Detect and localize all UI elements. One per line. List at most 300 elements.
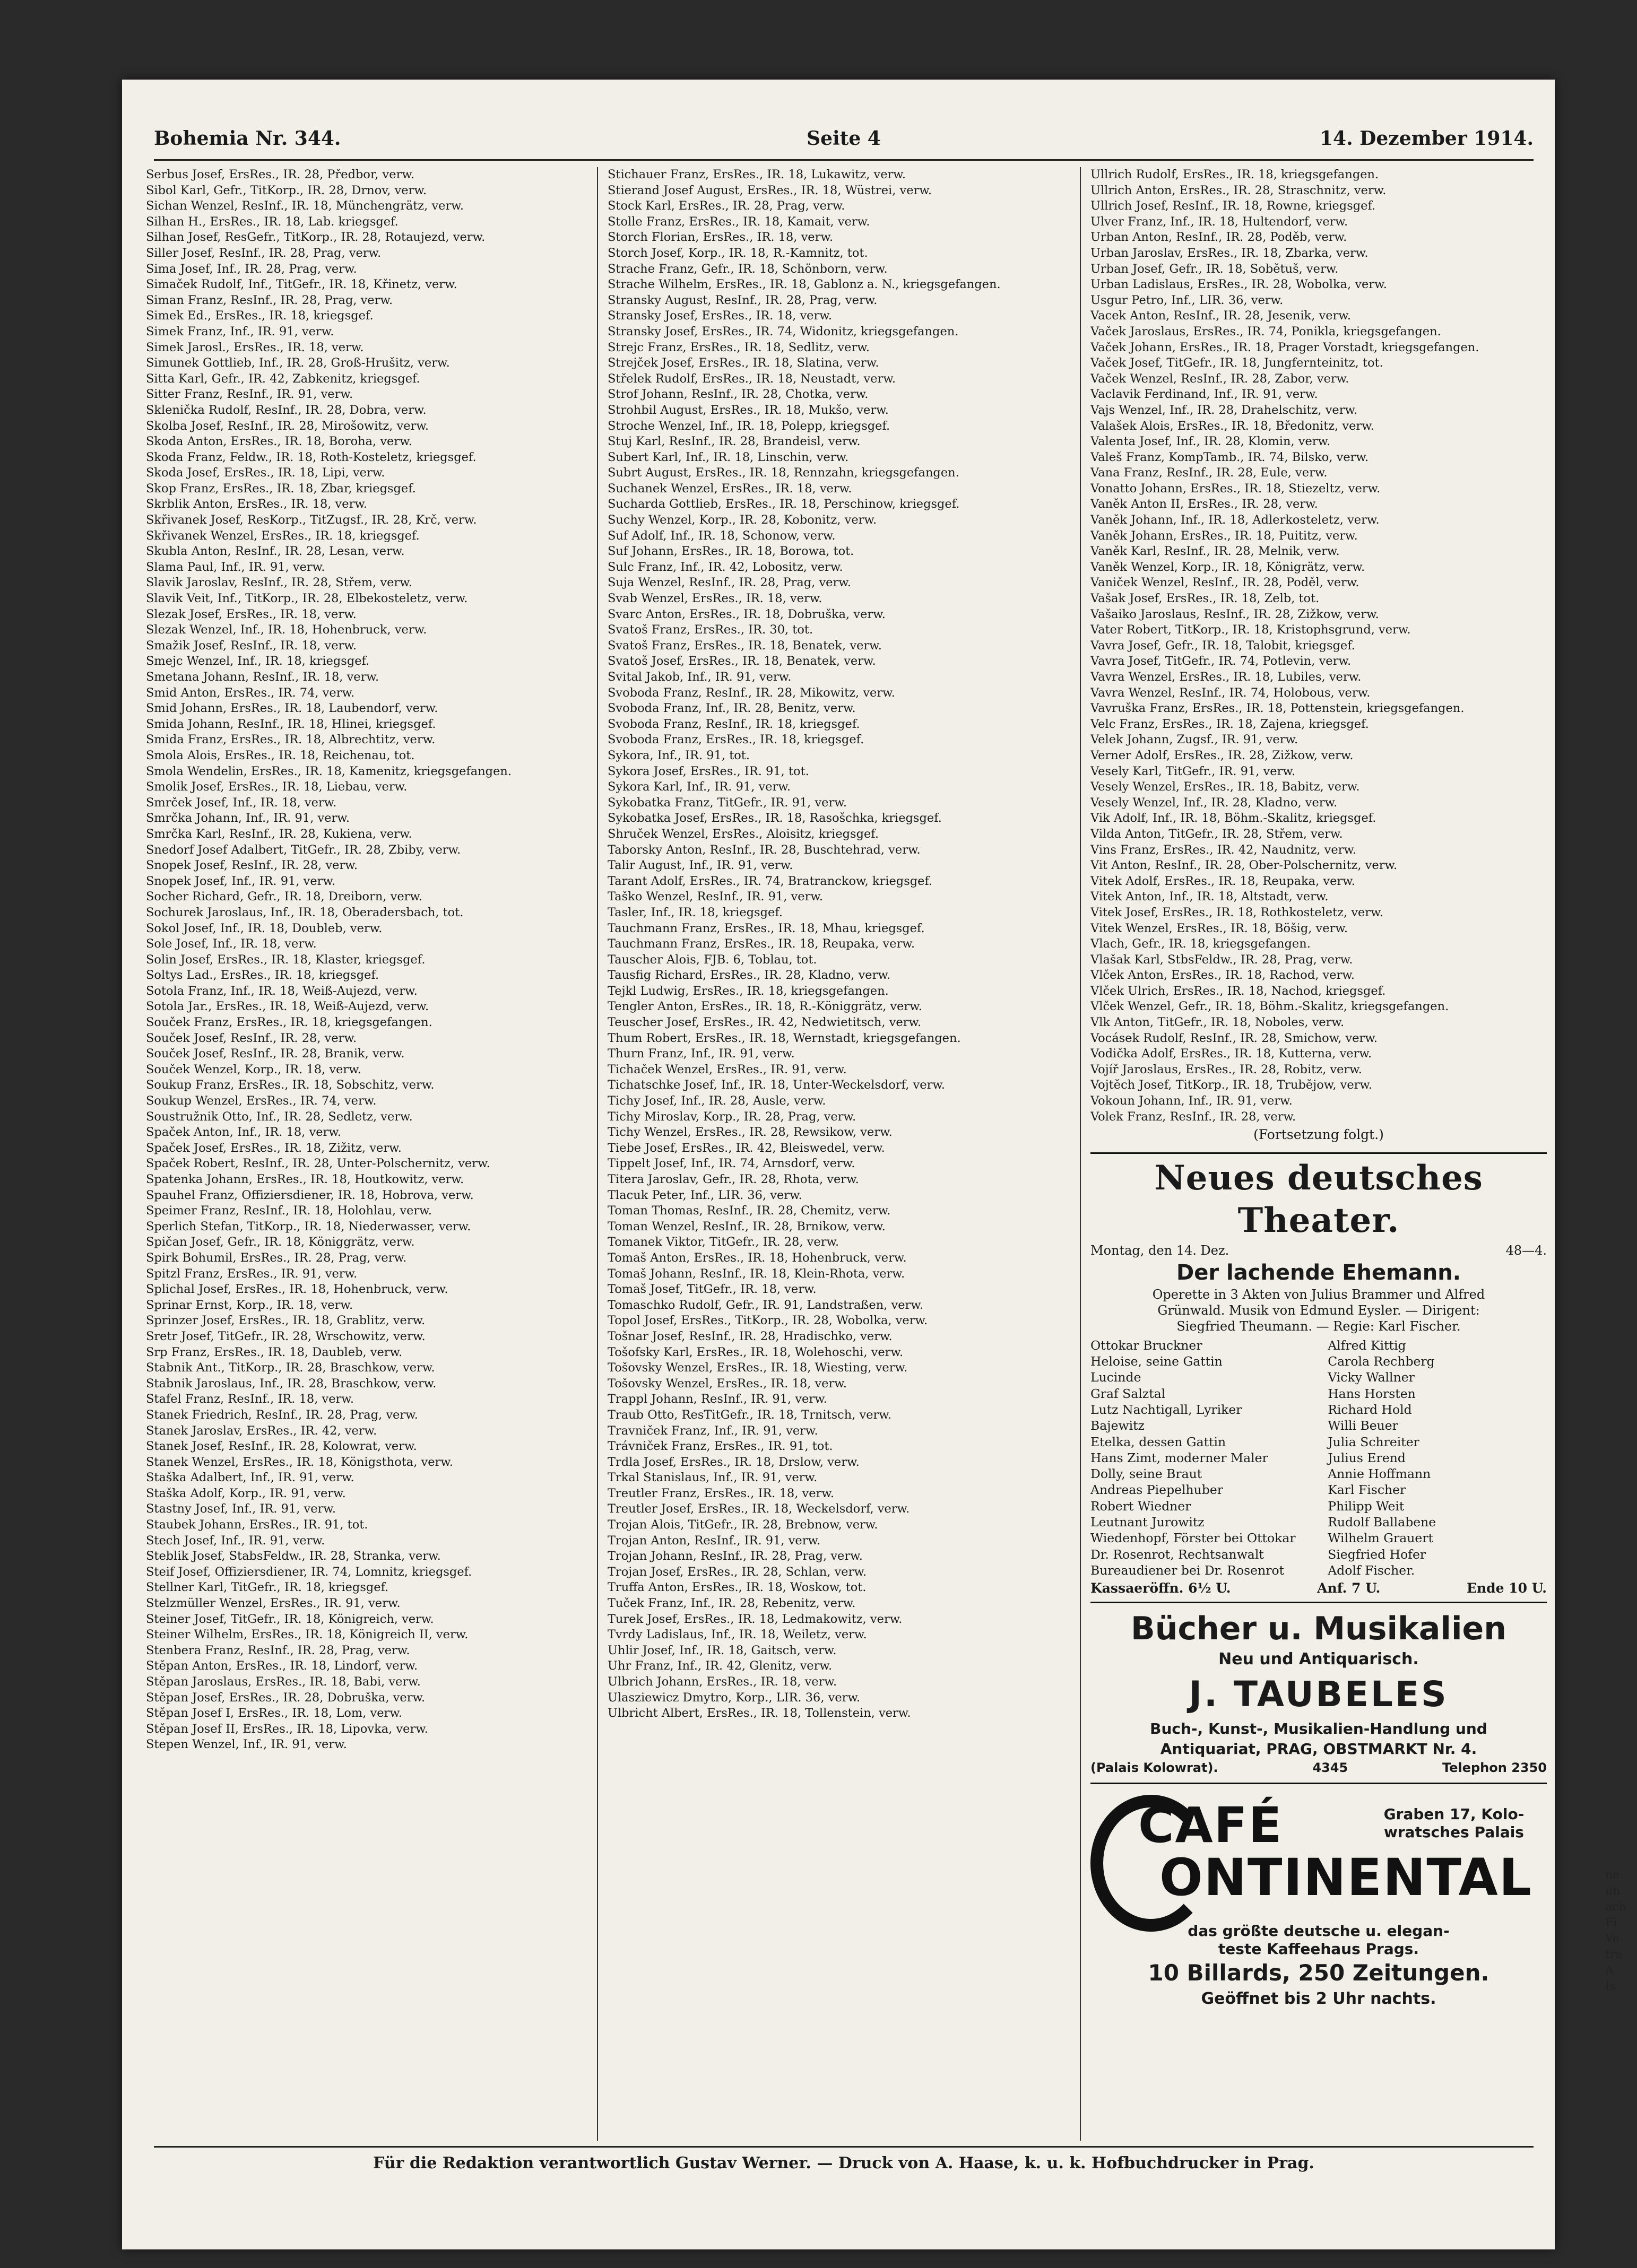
play-description-2: Grünwald. Musik von Edmund Eysler. — Dirigent: [1157, 1302, 1480, 1318]
list-entry: Svab Wenzel, ErsRes., IR. 18, verw. [608, 592, 822, 606]
list-entry: Suchy Wenzel, Korp., IR. 28, Kobonitz, verw. [608, 513, 877, 527]
list-entry: Tošovsky Wenzel, ErsRes., IR. 18, Wiesting, verw. [608, 1361, 908, 1375]
list-entry: Vlk Anton, TitGefr., IR. 18, Noboles, verw. [1090, 1015, 1345, 1030]
list-entry: Smejc Wenzel, Inf., IR. 18, kriegsgef. [146, 654, 370, 668]
cast-role: Dr. Rosenrot, Rechtsanwalt [1090, 1546, 1264, 1562]
cast-role: Graf Salztal [1090, 1386, 1166, 1401]
cafe-address-2: wratsches Palais [1384, 1823, 1524, 1841]
theater-times [1090, 1578, 1547, 1603]
list-entry: Svoboda Franz, ResInf., IR. 28, Mikowitz, verw. [608, 685, 895, 700]
list-entry: Sprinzer Josef, ErsRes., IR. 18, Grablitz, verw. [146, 1314, 426, 1328]
cast-role: Dolly, seine Braut [1090, 1466, 1202, 1482]
list-entry: Valeš Franz, KompTamb., IR. 74, Bilsko, verw. [1090, 450, 1369, 464]
edge-fragment: un [1605, 1884, 1621, 1898]
issue-label: Bohemia Nr. 344. [154, 127, 341, 150]
list-entry: Strejček Josef, ErsRes., IR. 18, Slatina, verw. [608, 356, 879, 370]
list-entry: Staška Adolf, Korp., IR. 91, verw. [146, 1486, 346, 1500]
list-entry: Tomaš Johann, ResInf., IR. 18, Klein-Rhota, verw. [608, 1266, 905, 1281]
list-entry: Trkal Stanislaus, Inf., IR. 91, verw. [608, 1471, 818, 1485]
list-entry: Sretr Josef, TitGefr., IR. 28, Wrschowitz, verw. [146, 1329, 426, 1343]
list-entry: Solin Josef, ErsRes., IR. 18, Klaster, kriegsgef. [146, 952, 426, 967]
cafe-billiards: 10 Billards, 250 Zeitungen. [1148, 1959, 1489, 1986]
list-entry: Tošofsky Karl, ErsRes., IR. 18, Wolehoschi, verw. [608, 1345, 904, 1359]
newspaper-page [122, 80, 1555, 2249]
list-entry: Smid Anton, ErsRes., IR. 74, verw. [146, 685, 355, 700]
list-entry: Sprinar Ernst, Korp., IR. 18, verw. [146, 1298, 353, 1312]
list-entry: Vaclavik Ferdinand, Inf., IR. 91, verw. [1090, 387, 1318, 402]
list-entry: Skoda Franz, Feldw., IR. 18, Roth-Kosteletz, kriegsgef. [146, 450, 477, 464]
list-entry: Volek Franz, ResInf., IR. 28, verw. [1090, 1109, 1296, 1124]
list-entry: Trojan Anton, ResInf., IR. 91, verw. [608, 1533, 821, 1548]
list-entry: Strache Wilhelm, ErsRes., IR. 18, Gablonz a. N., kriegsgefangen. [608, 277, 1001, 292]
list-entry: Stech Josef, Inf., IR. 91, verw. [146, 1533, 325, 1548]
list-entry: Travniček Franz, Inf., IR. 91, verw. [608, 1423, 818, 1438]
list-entry: Stuj Karl, ResInf., IR. 28, Brandeisl, verw. [608, 435, 861, 449]
list-entry: Vaněk Johann, Inf., IR. 18, Adlerkosteletz, verw. [1090, 513, 1380, 527]
cafe-word: CAFÉ [1138, 1796, 1283, 1854]
list-entry: Turek Josef, ErsRes., IR. 18, Ledmakowitz, verw. [608, 1612, 903, 1626]
list-entry: Tasler, Inf., IR. 18, kriegsgef. [608, 905, 783, 919]
list-entry: Sperlich Stefan, TitKorp., IR. 18, Niederwasser, verw. [146, 1219, 471, 1233]
cast-row [1090, 1337, 1547, 1353]
list-entry: Truffa Anton, ErsRes., IR. 18, Woskow, tot. [608, 1580, 867, 1595]
cast-role: Etelka, dessen Gattin [1090, 1434, 1226, 1449]
box-office-time: Kassaeröffn. 6½ U. [1090, 1580, 1231, 1596]
cafe-address [1366, 1805, 1541, 1841]
bookshop-name: J. TAUBELES [1189, 1673, 1449, 1715]
cast-role: Hans Zimt, moderner Maler [1090, 1450, 1268, 1465]
cast-actor: Alfred Kittig [1328, 1337, 1406, 1353]
list-entry: Vitek Anton, Inf., IR. 18, Altstadt, verw. [1090, 890, 1329, 904]
cast-actor: Karl Fischer [1328, 1482, 1406, 1498]
list-entry: Vašak Josef, ErsRes., IR. 18, Zelb, tot. [1090, 592, 1320, 606]
list-entry: Traub Otto, ResTitGefr., IR. 18, Trnitsch, verw. [608, 1407, 892, 1422]
list-entry: Smrček Josef, Inf., IR. 18, verw. [146, 795, 337, 810]
list-entry: Talir August, Inf., IR. 91, verw. [608, 858, 793, 873]
list-entry: Smida Franz, ErsRes., IR. 18, Albrechtitz, verw. [146, 733, 436, 747]
cafe-details [1090, 1922, 1547, 2010]
list-entry: Silhan Josef, ResGefr., TitKorp., IR. 28, Rotaujezd, verw. [146, 230, 486, 245]
cast-actor: Siegfried Hofer [1328, 1546, 1426, 1562]
list-entry: Vaniček Wenzel, ResInf., IR. 28, Poděl, verw. [1090, 576, 1359, 590]
list-entry: Subrt August, ErsRes., IR. 18, Rennzahn, kriegsgefangen. [608, 466, 959, 480]
list-entry: Střelek Rudolf, ErsRes., IR. 18, Neustadt, verw. [608, 371, 896, 386]
list-entry: Vavruška Franz, ErsRes., IR. 18, Pottenstein, kriegsgefangen. [1090, 701, 1465, 716]
cast-list [1090, 1337, 1547, 1578]
list-entry: Souček Josef, ResInf., IR. 28, Branik, verw. [146, 1047, 405, 1061]
list-entry: Vacek Anton, ResInf., IR. 28, Jesenik, verw. [1090, 309, 1352, 323]
cast-actor: Philipp Weit [1328, 1498, 1405, 1514]
list-entry: Snopek Josef, Inf., IR. 91, verw. [146, 874, 336, 888]
list-entry: Snedorf Josef Adalbert, TitGefr., IR. 28, Zbiby, verw. [146, 842, 461, 857]
list-entry: Smola Alois, ErsRes., IR. 18, Reichenau, tot. [146, 748, 415, 762]
list-entry: Steif Josef, Offiziersdiener, IR. 74, Lomnitz, kriegsgef. [146, 1565, 472, 1579]
cast-actor: Julia Schreiter [1328, 1434, 1419, 1449]
list-entry: Trdla Josef, ErsRes., IR. 18, Drslow, verw. [608, 1455, 860, 1469]
play-description-1: Operette in 3 Akten von Julius Brammer und Alfred [1152, 1287, 1485, 1302]
list-entry: Trojan Alois, TitGefr., IR. 28, Brebnow, verw. [608, 1518, 878, 1532]
list-entry: Smid Johann, ErsRes., IR. 18, Laubendorf, verw. [146, 701, 438, 716]
list-entry: Vavra Josef, TitGefr., IR. 74, Potlevin, verw. [1090, 654, 1352, 668]
cast-role: Ottokar Bruckner [1090, 1337, 1202, 1353]
list-entry: Stěpan Josef II, ErsRes., IR. 18, Lipovka, verw. [146, 1722, 428, 1736]
list-entry: Siman Franz, ResInf., IR. 28, Prag, verw. [146, 293, 393, 307]
list-entry: Vaněk Wenzel, Korp., IR. 18, Königrätz, verw. [1090, 560, 1365, 574]
list-entry: Smrčka Karl, ResInf., IR. 28, Kukiena, verw. [146, 827, 412, 841]
cast-row [1090, 1418, 1547, 1433]
cast-row [1090, 1466, 1547, 1482]
list-entry: Soltys Lad., ErsRes., IR. 18, kriegsgef. [146, 968, 379, 983]
list-entry: Tippelt Josef, Inf., IR. 74, Arnsdorf, verw. [608, 1157, 855, 1171]
list-entry: Tomanek Viktor, TitGefr., IR. 28, verw. [608, 1235, 839, 1249]
list-entry: Vik Adolf, Inf., IR. 18, Böhm.-Skalitz, kriegsgef. [1090, 811, 1376, 825]
list-entry: Tomaš Anton, ErsRes., IR. 18, Hohenbruck, verw. [608, 1250, 907, 1265]
list-entry: Tošovsky Wenzel, ErsRes., IR. 18, verw. [608, 1376, 847, 1391]
list-entry: Svatoš Josef, ErsRes., IR. 18, Benatek, verw. [608, 654, 876, 668]
list-entry: Stelzmüller Wenzel, ErsRes., IR. 91, verw. [146, 1596, 401, 1611]
list-entry: Socher Richard, Gefr., IR. 18, Dreiborn, verw. [146, 890, 423, 904]
list-entry: Slezak Wenzel, Inf., IR. 18, Hohenbruck, verw. [146, 623, 427, 637]
list-entry: Snopek Josef, ResInf., IR. 28, verw. [146, 858, 358, 873]
list-entry: Ulbricht Albert, ErsRes., IR. 18, Tollenstein, verw. [608, 1706, 911, 1720]
list-entry: Vodička Adolf, ErsRes., IR. 18, Kutterna, verw. [1090, 1047, 1372, 1061]
list-entry: Vaček Johann, ErsRes., IR. 18, Prager Vorstadt, kriegsgefangen. [1090, 340, 1479, 354]
list-entry: Tiebe Josef, ErsRes., IR. 42, Bleiswedel, verw. [608, 1141, 885, 1155]
list-entry: Vesely Karl, TitGefr., IR. 91, verw. [1090, 764, 1296, 778]
list-entry: Spatenka Johann, ErsRes., IR. 18, Houtkowitz, verw. [146, 1172, 464, 1186]
theater-date: Montag, den 14. Dez. [1090, 1242, 1229, 1258]
list-entry: Vitek Adolf, ErsRes., IR. 18, Reupaka, verw. [1090, 874, 1355, 888]
list-entry: Tuček Franz, Inf., IR. 28, Rebenitz, verw. [608, 1596, 856, 1611]
list-entry: Spičan Josef, Gefr., IR. 18, Königgrätz, verw. [146, 1235, 415, 1249]
list-entry: Storch Josef, Korp., IR. 18, R.-Kamnitz, tot. [608, 246, 868, 260]
list-entry: Vana Franz, ResInf., IR. 28, Eule, verw. [1090, 466, 1328, 480]
theater-title: Neues deutsches Theater. [1154, 1158, 1483, 1240]
cast-role: Wiedenhopf, Förster bei Ottokar [1090, 1531, 1296, 1546]
list-entry: Stichauer Franz, ErsRes., IR. 18, Lukawitz, verw. [608, 168, 906, 181]
list-entry: Skrblik Anton, ErsRes., IR. 18, verw. [146, 497, 368, 511]
list-entry: Suf Adolf, Inf., IR. 18, Schonow, verw. [608, 528, 836, 543]
edge-fragment: Fi [1605, 1916, 1617, 1930]
list-entry: Urban Josef, Gefr., IR. 18, Sobětuš, verw. [1090, 262, 1339, 276]
casualty-list-column-3 [1090, 167, 1547, 1125]
cafe-tagline-1: das größte deutsche u. elegan- [1188, 1922, 1450, 1940]
list-entry: Skubla Anton, ResInf., IR. 28, Lesan, verw. [146, 544, 405, 559]
cast-actor: Richard Hold [1328, 1402, 1412, 1417]
list-entry: Slezak Josef, ErsRes., IR. 18, verw. [146, 607, 357, 621]
list-entry: Suja Wenzel, ResInf., IR. 28, Prag, verw. [608, 576, 851, 590]
list-entry: Sima Josef, Inf., IR. 28, Prag, verw. [146, 262, 357, 276]
list-entry: Stellner Karl, TitGefr., IR. 18, kriegsgef. [146, 1580, 389, 1595]
list-entry: Sulc Franz, Inf., IR. 42, Lobositz, verw. [608, 560, 843, 574]
column-rule-right [1080, 167, 1081, 2141]
right-column [1090, 167, 1547, 2141]
theater-advert [1090, 1152, 1547, 1603]
list-entry: Sitter Franz, ResInf., IR. 91, verw. [146, 387, 353, 402]
continental-word: ONTINENTAL [1159, 1847, 1532, 1907]
bookshop-advert [1090, 1603, 1547, 1784]
cast-role: Heloise, seine Gattin [1090, 1354, 1223, 1369]
list-entry: Verner Adolf, ErsRes., IR. 28, Zižkow, verw. [1090, 748, 1354, 762]
cast-row [1090, 1434, 1547, 1450]
list-entry: Smolik Josef, ErsRes., IR. 18, Liebau, verw. [146, 780, 408, 794]
list-entry: Stanek Josef, ResInf., IR. 28, Kolowrat, verw. [146, 1439, 417, 1454]
list-entry: Soukup Franz, ErsRes., IR. 18, Sobschitz, verw. [146, 1078, 435, 1092]
list-entry: Stransky Josef, ErsRes., IR. 18, verw. [608, 309, 832, 323]
cast-actor: Adolf Fischer. [1328, 1562, 1415, 1578]
list-entry: Tichy Wenzel, ErsRes., IR. 28, Rewsikow, verw. [608, 1125, 893, 1140]
list-entry: Souček Wenzel, Korp., IR. 18, verw. [146, 1062, 361, 1076]
list-entry: Sklenička Rudolf, ResInf., IR. 28, Dobra, verw. [146, 403, 427, 417]
bookshop-palace: (Palais Kolowrat). [1090, 1760, 1218, 1775]
list-entry: Tichaček Wenzel, ErsRes., IR. 91, verw. [608, 1062, 847, 1076]
list-entry: Tejkl Ludwig, ErsRes., IR. 18, kriegsgefangen. [608, 984, 889, 998]
list-entry: Stafel Franz, ResInf., IR. 18, verw. [146, 1392, 354, 1406]
list-entry: Sucharda Gottlieb, ErsRes., IR. 18, Perschinow, kriegsgef. [608, 497, 960, 511]
start-time: Anf. 7 U. [1317, 1580, 1381, 1596]
list-entry: Vitek Wenzel, ErsRes., IR. 18, Böšig, verw. [1090, 921, 1348, 935]
adjacent-page-edge [1605, 1867, 1637, 1995]
edge-fragment: tre [1605, 1948, 1623, 1961]
list-entry: Svatoš Franz, ErsRes., IR. 30, tot. [608, 623, 813, 637]
end-time: Ende 10 U. [1466, 1580, 1547, 1596]
cast-actor: Rudolf Ballabene [1328, 1515, 1436, 1530]
list-entry: Vlček Ulrich, ErsRes., IR. 18, Nachod, kriegsgef. [1090, 984, 1386, 998]
cast-actor: Annie Hoffmann [1328, 1466, 1431, 1482]
list-entry: Svarc Anton, ErsRes., IR. 18, Dobruška, verw. [608, 607, 886, 621]
list-entry: Vaček Wenzel, ResInf., IR. 28, Zabor, verw. [1090, 371, 1349, 386]
list-entry: Ullrich Anton, ErsRes., IR. 28, Straschnitz, verw. [1090, 183, 1387, 197]
list-entry: Sykora Josef, ErsRes., IR. 91, tot. [608, 764, 809, 778]
list-entry: Tauscher Alois, FJB. 6, Toblau, tot. [608, 952, 817, 967]
list-entry: Staubek Johann, ErsRes., IR. 91, tot. [146, 1518, 368, 1532]
list-entry: Slavik Veit, Inf., TitKorp., IR. 28, Elbekosteletz, verw. [146, 592, 468, 606]
list-entry: Urban Jaroslav, ErsRes., IR. 18, Zbarka, verw. [1090, 246, 1369, 260]
list-entry: Ullrich Rudolf, ErsRes., IR. 18, kriegsgefangen. [1090, 168, 1379, 181]
list-entry: Suf Johann, ErsRes., IR. 18, Borowa, tot. [608, 544, 854, 559]
list-entry: Skop Franz, ErsRes., IR. 18, Zbar, kriegsgef. [146, 481, 416, 496]
list-entry: Stepen Wenzel, Inf., IR. 91, verw. [146, 1737, 347, 1752]
list-entry: Svoboda Franz, ResInf., IR. 18, kriegsgef. [608, 717, 860, 731]
list-entry: Vlašak Karl, StbsFeldw., IR. 28, Prag, verw. [1090, 952, 1353, 967]
list-entry: Vaček Jaroslaus, ErsRes., IR. 74, Ponikla, kriegsgefangen. [1090, 324, 1441, 338]
list-entry: Spaček Anton, Inf., IR. 18, verw. [146, 1125, 342, 1140]
list-entry: Skolba Josef, ResInf., IR. 28, Mirošowitz, verw. [146, 419, 429, 433]
list-entry: Titera Jaroslav, Gefr., IR. 28, Rhota, verw. [608, 1172, 859, 1186]
list-entry: Staška Adalbert, Inf., IR. 91, verw. [146, 1471, 354, 1485]
play-description-3: Siegfried Theumann. — Regie: Karl Fischer. [1176, 1318, 1461, 1334]
list-entry: Shruček Wenzel, ErsRes., Aloisitz, kriegsgef. [608, 827, 879, 841]
cast-role: Bureaudiener bei Dr. Rosenrot [1090, 1562, 1285, 1578]
list-entry: Tomaschko Rudolf, Gefr., IR. 91, Landstraßen, verw. [608, 1298, 924, 1312]
list-entry: Stěpan Jaroslaus, ErsRes., IR. 18, Babi, verw. [146, 1675, 421, 1689]
cast-role: Leutnant Jurowitz [1090, 1515, 1205, 1530]
list-entry: Velek Johann, Zugsf., IR. 91, verw. [1090, 733, 1298, 747]
edge-fragment: ach [1605, 1900, 1626, 1914]
list-entry: Stanek Jaroslav, ErsRes., IR. 42, verw. [146, 1423, 377, 1438]
list-entry: Strof Johann, ResInf., IR. 28, Chotka, verw. [608, 387, 869, 402]
list-entry: Tlacuk Peter, Inf., LIR. 36, verw. [608, 1188, 802, 1202]
casualty-list-column-2 [608, 167, 1069, 2141]
list-entry: Spaček Josef, ErsRes., IR. 18, Zižitz, verw. [146, 1141, 402, 1155]
list-entry: Vaněk Johann, ErsRes., IR. 18, Puititz, verw. [1090, 528, 1358, 543]
cast-row [1090, 1369, 1547, 1385]
bookshop-meta [1090, 1759, 1547, 1776]
list-entry: Vesely Wenzel, Inf., IR. 28, Kladno, verw. [1090, 795, 1338, 810]
list-entry: Velc Franz, ErsRes., IR. 18, Zajena, kriegsgef. [1090, 717, 1369, 731]
list-entry: Tauchmann Franz, ErsRes., IR. 18, Mhau, kriegsgef. [608, 921, 925, 935]
list-entry: Ulbrich Johann, ErsRes., IR. 18, verw. [608, 1675, 837, 1689]
column-rule-left [597, 167, 598, 2141]
list-entry: Smetana Johann, ResInf., IR. 18, verw. [146, 670, 379, 684]
list-entry: Stierand Josef August, ErsRes., IR. 18, Wüstrei, verw. [608, 183, 932, 197]
list-entry: Strejc Franz, ErsRes., IR. 18, Sedlitz, verw. [608, 340, 870, 354]
cast-actor: Wilhelm Grauert [1328, 1531, 1434, 1546]
list-entry: Subert Karl, Inf., IR. 18, Linschin, verw. [608, 450, 849, 464]
list-entry: Vlach, Gefr., IR. 18, kriegsgefangen. [1090, 937, 1311, 951]
list-entry: Spaček Robert, ResInf., IR. 28, Unter-Polschernitz, verw. [146, 1157, 490, 1171]
cast-role: Lucinde [1090, 1370, 1141, 1385]
imprint-footer: Für die Redaktion verantwortlich Gustav Werner. — Druck von A. Haase, k. u. k. Hofbuchdrucker in Prag. [154, 2146, 1534, 2173]
list-entry: Sichan Wenzel, ResInf., IR. 18, Münchengrätz, verw. [146, 199, 464, 213]
list-entry: Sitta Karl, Gefr., IR. 42, Zabkenitz, kriegsgef. [146, 371, 420, 386]
bookshop-phone: Telephon 2350 [1442, 1760, 1547, 1775]
edge-fragment: Is [1605, 1980, 1616, 1993]
bookshop-line-1: Buch-, Kunst-, Musikalien-Handlung und [1150, 1719, 1487, 1737]
list-entry: Sotola Franz, Inf., IR. 18, Weiß-Aujezd, verw. [146, 984, 418, 998]
list-entry: Stock Karl, ErsRes., IR. 28, Prag, verw. [608, 199, 845, 213]
list-entry: Slama Paul, Inf., IR. 91, verw. [146, 560, 325, 574]
list-entry: Urban Anton, ResInf., IR. 28, Poděb, verw. [1090, 230, 1347, 245]
list-entry: Tausfig Richard, ErsRes., IR. 28, Kladno, verw. [608, 968, 891, 983]
bookshop-number: 4345 [1312, 1760, 1348, 1775]
list-entry: Vaček Josef, TitGefr., IR. 18, Jungfernteinitz, tot. [1090, 356, 1383, 370]
list-entry: Splichal Josef, ErsRes., IR. 18, Hohenbruck, verw. [146, 1282, 448, 1297]
cast-actor: Willi Beuer [1328, 1418, 1398, 1433]
cast-actor: Carola Rechberg [1328, 1354, 1435, 1369]
list-entry: Stěpan Anton, ErsRes., IR. 18, Lindorf, verw. [146, 1659, 418, 1673]
list-entry: Siller Josef, ResInf., IR. 28, Prag, verw. [146, 246, 382, 260]
list-entry: Tengler Anton, ErsRes., IR. 18, R.-Königgrätz, verw. [608, 1000, 922, 1014]
list-entry: Vlček Wenzel, Gefr., IR. 18, Böhm.-Skalitz, kriegsgefangen. [1090, 1000, 1449, 1014]
list-entry: Vit Anton, ResInf., IR. 28, Ober-Polschernitz, verw. [1090, 858, 1398, 873]
list-entry: Stanek Friedrich, ResInf., IR. 28, Prag, verw. [146, 1407, 418, 1422]
list-entry: Sokol Josef, Inf., IR. 18, Doubleb, verw. [146, 921, 383, 935]
list-entry: Urban Ladislaus, ErsRes., IR. 28, Wobolka, verw. [1090, 277, 1387, 292]
cast-row [1090, 1546, 1547, 1562]
list-entry: Svoboda Franz, Inf., IR. 28, Benitz, verw. [608, 701, 856, 716]
cafe-address-1: Graben 17, Kolo- [1383, 1805, 1525, 1823]
bookshop-line-2: Antiquariat, PRAG, OBSTMARKT Nr. 4. [1160, 1740, 1477, 1758]
list-entry: Stabnik Ant., TitKorp., IR. 28, Braschkow, verw. [146, 1361, 435, 1375]
cafe-hours: Geöffnet bis 2 Uhr nachts. [1201, 1989, 1436, 2008]
list-entry: Strohbil August, ErsRes., IR. 18, Mukšo, verw. [608, 403, 889, 417]
list-entry: Sykora, Inf., IR. 91, tot. [608, 748, 750, 762]
cafe-tagline-2: teste Kaffeehaus Prags. [1218, 1940, 1419, 1958]
list-entry: Steiner Wilhelm, ErsRes., IR. 18, Königreich II, verw. [146, 1628, 469, 1642]
list-entry: Skřivanek Wenzel, ErsRes., IR. 18, kriegsgef. [146, 528, 420, 543]
list-entry: Trávniček Franz, ErsRes., IR. 91, tot. [608, 1439, 833, 1454]
list-entry: Stabnik Jaroslaus, Inf., IR. 28, Braschkow, verw. [146, 1376, 437, 1391]
list-entry: Serbus Josef, ErsRes., IR. 28, Předbor, verw. [146, 168, 415, 181]
list-entry: Soustružnik Otto, Inf., IR. 28, Sedletz, verw. [146, 1109, 413, 1124]
list-entry: Vater Robert, TitKorp., IR. 18, Kristophsgrund, verw. [1090, 623, 1411, 637]
list-entry: Stanek Wenzel, ErsRes., IR. 18, Königsthota, verw. [146, 1455, 454, 1469]
edge-fragment: A [1605, 1964, 1614, 1977]
list-entry: Toman Wenzel, ResInf., IR. 28, Brnikow, verw. [608, 1219, 886, 1233]
cast-role: Andreas Piepelhuber [1090, 1482, 1223, 1498]
list-entry: Skoda Josef, ErsRes., IR. 18, Lipi, verw. [146, 466, 385, 480]
continuation-note: (Fortsetzung folgt.) [1253, 1127, 1384, 1143]
list-entry: Vojíř Jaroslaus, ErsRes., IR. 28, Robitz, verw. [1090, 1062, 1362, 1076]
list-entry: Vavra Wenzel, ErsRes., IR. 18, Lubiles, verw. [1090, 670, 1362, 684]
list-entry: Tauchmann Franz, ErsRes., IR. 18, Reupaka, verw. [608, 937, 915, 951]
list-entry: Vojtěch Josef, TitKorp., IR. 18, Trubějow, verw. [1090, 1078, 1373, 1092]
list-entry: Ulver Franz, Inf., IR. 18, Hultendorf, verw. [1090, 214, 1348, 229]
list-entry: Suchanek Wenzel, ErsRes., IR. 18, verw. [608, 481, 852, 496]
cast-row [1090, 1386, 1547, 1402]
list-entry: Vavra Josef, Gefr., IR. 18, Talobit, kriegsgef. [1090, 638, 1355, 653]
cast-row [1090, 1498, 1547, 1514]
theater-date-row [1090, 1242, 1547, 1259]
play-title: Der lachende Ehemann. [1176, 1260, 1461, 1285]
list-entry: Simaček Rudolf, Inf., TitGefr., IR. 18, Křinetz, verw. [146, 277, 457, 292]
list-entry: Sotola Jar., ErsRes., IR. 18, Weiß-Aujezd, verw. [146, 1000, 429, 1014]
list-entry: Vašaiko Jaroslaus, ResInf., IR. 28, Zižkow, verw. [1090, 607, 1379, 621]
list-entry: Steblik Josef, StabsFeldw., IR. 28, Stranka, verw. [146, 1549, 441, 1563]
list-entry: Stěpan Josef, ErsRes., IR. 28, Dobruška, verw. [146, 1690, 426, 1705]
cafe-advert [1090, 1784, 1547, 2028]
list-entry: Storch Florian, ErsRes., IR. 18, verw. [608, 230, 834, 245]
list-entry: Vaněk Karl, ResInf., IR. 28, Melnik, verw. [1090, 544, 1340, 559]
casualty-list-column-1 [146, 167, 586, 2141]
list-entry: Simek Ed., ErsRes., IR. 18, kriegsgef. [146, 309, 374, 323]
list-entry: Steiner Josef, TitGefr., IR. 18, Königreich, verw. [146, 1612, 434, 1626]
list-entry: Tošnar Josef, ResInf., IR. 28, Hradischko, verw. [608, 1329, 893, 1343]
list-entry: Tichy Miroslav, Korp., IR. 28, Prag, verw. [608, 1109, 856, 1124]
list-entry: Svital Jakob, Inf., IR. 91, verw. [608, 670, 792, 684]
cast-actor: Julius Erend [1328, 1450, 1406, 1465]
bookshop-subtitle: Neu und Antiquarisch. [1218, 1649, 1419, 1669]
list-entry: Sole Josef, Inf., IR. 18, verw. [146, 937, 317, 951]
list-entry: Spauhel Franz, Offiziersdiener, IR. 18, Hobrova, verw. [146, 1188, 474, 1202]
list-entry: Vitek Josef, ErsRes., IR. 18, Rothkosteletz, verw. [1090, 905, 1383, 919]
list-entry: Vocásek Rudolf, ResInf., IR. 28, Smichow, verw. [1090, 1031, 1378, 1045]
theater-number: 48—4. [1505, 1242, 1547, 1258]
edge-fragment: Ve [1605, 1932, 1619, 1945]
list-entry: Valašek Alois, ErsRes., IR. 18, Bředonitz, verw. [1090, 419, 1374, 433]
list-entry: Spitzl Franz, ErsRes., IR. 91, verw. [146, 1266, 358, 1281]
list-entry: Stolle Franz, ErsRes., IR. 18, Kamait, verw. [608, 214, 870, 229]
list-entry: Smola Wendelin, ErsRes., IR. 18, Kamenitz, kriegsgefangen. [146, 764, 512, 778]
list-entry: Svatoš Franz, ErsRes., IR. 18, Benatek, verw. [608, 638, 882, 653]
cast-row [1090, 1562, 1547, 1578]
list-entry: Sykobatka Franz, TitGefr., IR. 91, verw. [608, 795, 847, 810]
list-entry: Sykora Karl, Inf., IR. 91, verw. [608, 780, 791, 794]
list-entry: Stransky Josef, ErsRes., IR. 74, Widonitz, kriegsgefangen. [608, 324, 959, 338]
list-entry: Spirk Bohumil, ErsRes., IR. 28, Prag, verw. [146, 1250, 407, 1265]
list-entry: Soukup Wenzel, ErsRes., IR. 74, verw. [146, 1094, 377, 1108]
cast-row [1090, 1353, 1547, 1369]
issue-date: 14. Dezember 1914. [1319, 127, 1534, 150]
list-entry: Tichy Josef, Inf., IR. 28, Ausle, verw. [608, 1094, 826, 1108]
list-entry: Usgur Petro, Inf., LIR. 36, verw. [1090, 293, 1284, 307]
cast-row [1090, 1514, 1547, 1530]
list-entry: Uhlir Josef, Inf., IR. 18, Gaitsch, verw. [608, 1643, 837, 1657]
list-entry: Tomaš Josef, TitGefr., IR. 18, verw. [608, 1282, 817, 1297]
cast-row [1090, 1402, 1547, 1418]
list-entry: Smažik Josef, ResInf., IR. 18, verw. [146, 638, 357, 653]
